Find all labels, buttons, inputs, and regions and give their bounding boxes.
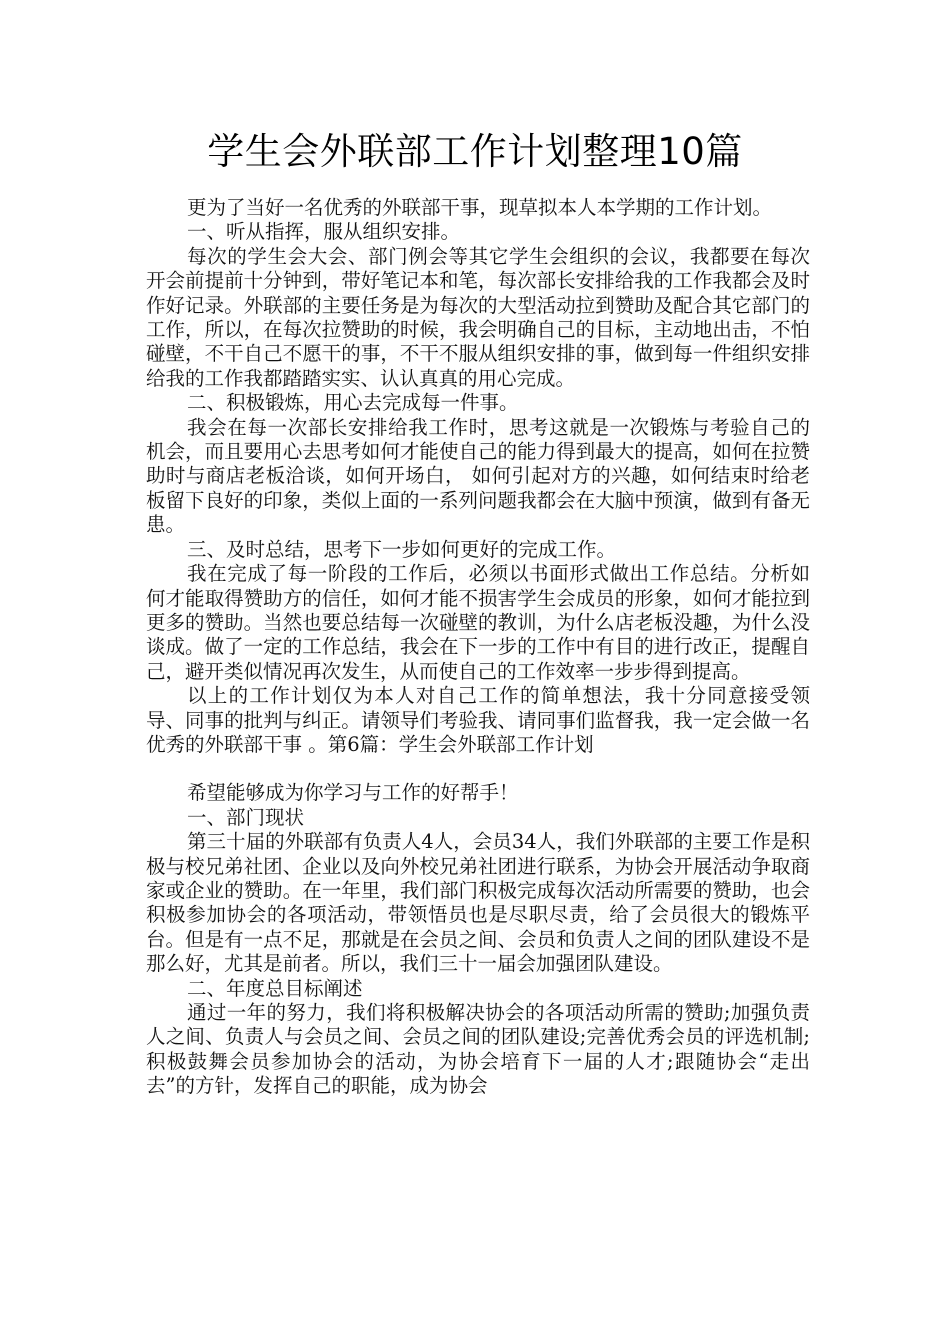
paragraph-wish: 希望能够成为你学习与工作的好帮手！ — [187, 781, 519, 805]
paragraph-intro: 更为了当好一名优秀的外联部干事，现草拟本人本学期的工作计划。 — [187, 196, 773, 219]
paragraph-section-2: 我会在每一次部长安排给我工作时，思考这就是一次锻炼与考验自己的机会，而且要用心去思考如何才能使自己的能力得到最大的提高，如何在拉赞助时与商店老板洽谈，如何开场白， 如何引起对方的兴趣，如何结束时给老板留下良好的印象，类似上面的一系列问题我都会在大脑中预演，做到有备无患。 — [146, 415, 810, 537]
document-body — [146, 196, 810, 1099]
heading-section-3: 三、及时总结，思考下一步如何更好的完成工作。 — [187, 537, 617, 561]
heading-section-1: 一、听从指挥，服从组织安排。 — [187, 220, 461, 244]
paragraph-department-status: 第三十届的外联部有负责人4人，会员34人，我们外联部的主要工作是积极与校兄弟社团、企业以及向外校兄弟社团进行联系，为协会开展活动争取商家或企业的赞助。在一年里，我们部门积极完成每次活动所需要的赞助，也会积极参加协会的各项活动，带领悟员也是尽职尽责，给了会员很大的锻炼平台。但是有一点不足，那就是在会员之间、会员和负责人之间的团队建设不是那么好，尤其是前者。所以，我们三十一届会加强团队建设。 — [146, 830, 810, 976]
heading-annual-goal: 二、年度总目标阐述 — [187, 976, 363, 1000]
document-title: 学生会外联部工作计划整理10篇 — [207, 130, 743, 173]
paragraph-conclusion: 以上的工作计划仅为本人对自己工作的简单想法，我十分同意接受领导、同事的批判与纠正。请领导们考验我、请同事们监督我，我一定会做一名优秀的外联部干事 。第6篇：学生会外联部工作计划 — [146, 684, 810, 756]
paragraph-annual-goal: 通过一年的努力，我们将积极解决协会的各项活动所需的赞助;加强负责人之间、负责人与会员之间、会员之间的团队建设;完善优秀会员的评选机制;积极鼓舞会员参加协会的活动，为协会培育下一届的人才;跟随协会“走出去”的方针，发挥自己的职能，成为协会 — [146, 1001, 810, 1098]
heading-department-status: 一、部门现状 — [187, 805, 305, 829]
paragraph-section-3: 我在完成了每一阶段的工作后，必须以书面形式做出工作总结。分析如何才能取得赞助方的信任，如何才能不损害学生会成员的形象，如何才能拉到更多的赞助。当然也要总结每一次碰壁的教训，为什么店老板没趣，为什么没谈成。做了一定的工作总结，我会在下一步的工作中有目的进行改正，提醒自己，避开类似情况再次发生，从而使自己的工作效率一步步得到提高。 — [146, 562, 810, 683]
heading-section-2: 二、积极锻炼，用心去完成每一件事。 — [187, 391, 519, 415]
paragraph-section-1: 每次的学生会大会、部门例会等其它学生会组织的会议，我都要在每次开会前提前十分钟到，带好笔记本和笔，每次部长安排给我的工作我都会及时作好记录。外联部的主要任务是为每次的大型活动拉到赞助及配合其它部门的工作，所以，在每次拉赞助的时候，我会明确自己的目标，主动地出击，不怕碰壁，不干自己不愿干的事，不干不服从组织安排的事，做到每一件组织安排给我的工作我都踏踏实实、认认真真的用心完成。 — [146, 244, 810, 390]
